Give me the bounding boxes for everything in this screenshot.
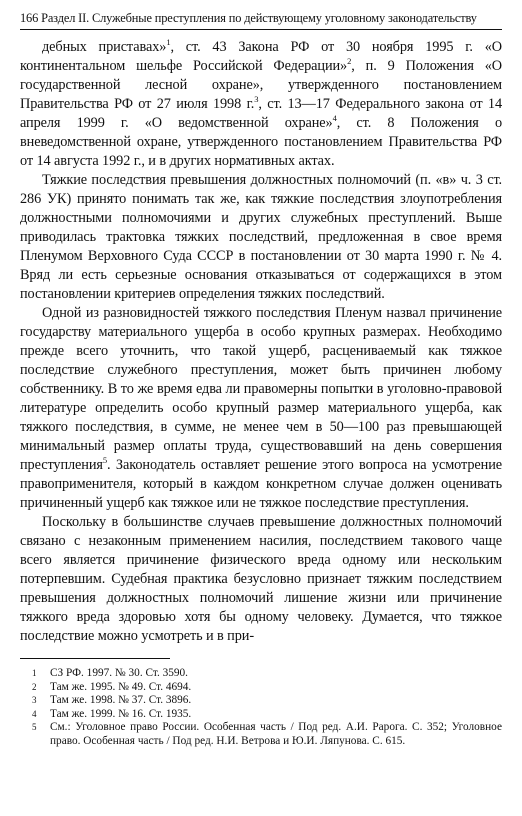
- paragraph: [20, 513, 502, 646]
- text-run: , ст. 8 Положения о вневедомственной охране, утвержденного постановлением Правительства РФ от 14 августа 1992 г., и в других нормативных актах.: [20, 115, 502, 169]
- text-run: Тяжкие последствия превышения должностных полномочий (п. «в» ч. 3 ст. 286 УК) принято понимать так же, как тяжкие последствия злоупотребления должностными полномочиями и других служебных преступлений. Выше приводилась трактовка тяжких последствий, предложенная в свое время Пленумом Верховного Суда СССР в постановлении от 30 марта 1990 г. № 4. Вряд ли есть серьезные основания отказываться от содержащихся в этом постановлении критериев определения тяжких последствий.: [20, 172, 502, 302]
- text-run: , ст. 43 Закона РФ от 30 ноября 1995 г. «О континентальном шельфе Российской Федерации»: [20, 39, 502, 74]
- footnotes: [20, 667, 502, 748]
- paragraph: [20, 171, 502, 304]
- footnote-text: Там же. 1995. № 49. Ст. 4694.: [50, 680, 192, 693]
- text-run: . Законодатель оставляет решение этого вопроса на усмотрение правоприменителя, который в каждом конкретном случае должен оценивать причиненный ущерб как тяжкое или не тяжкое последствие преступления.: [20, 457, 502, 511]
- text-run: Одной из разновидностей тяжкого последствия Пленум назвал причинение государству материального ущерба в особо крупных размерах. Необходимо прежде всего уточнить, что такой ущерб, расцениваемый как тяжкое последствие служебного преступления, может быть причинен любому собственнику. В то же время едва ли правомерны попытки в уголовно-правовой литературе определить особо крупный размер материального ущерба, как тяжкого последствия, в сумме, не менее чем в 50—100 раз превышающей минимальный размер оплаты труда, существовавший на день совершения преступления: [20, 305, 502, 473]
- footnote: [20, 721, 502, 748]
- footnote-number: 2: [32, 681, 37, 692]
- footnote-number: 1: [32, 668, 37, 678]
- footnote-ref[interactable]: 5: [102, 455, 108, 466]
- footnote-number: 5: [32, 722, 37, 732]
- paragraph: [20, 304, 502, 513]
- footnote-text: Там же. 1999. № 16. Ст. 1935.: [50, 707, 192, 720]
- footnote: [20, 681, 502, 695]
- footnote-ref[interactable]: 3: [254, 94, 259, 105]
- text-run: Поскольку в большинстве случаев превышение должностных полномочий связано с незаконным применением насилия, последствием такового чаще всего является причинение физического вреда одному или нескольким потерпевшим. Судебная практика безусловно признает тяжким последствием превышения должностных полномочий лишение жизни или причинение тяжкого вреда здоровью хотя бы одному человеку. Думается, что тяжкое последствие можно усмотреть и в при-: [20, 514, 502, 644]
- running-head: 166 Раздел II. Служебные преступления по действующему уголовному законодательству: [20, 10, 502, 30]
- text-run: , п. 9 Положения «О государственной лесной охране», утвержденного постановлением Правительства РФ от 27 июля 1998 г.: [20, 58, 502, 112]
- footnote-number: 3: [32, 695, 37, 705]
- footnote: [20, 694, 502, 708]
- footnote-ref[interactable]: 1: [166, 37, 171, 48]
- footnote: [20, 708, 502, 722]
- footnote-number: 4: [32, 708, 37, 719]
- body-text: [20, 38, 502, 646]
- footnote-ref[interactable]: 2: [347, 56, 352, 67]
- footnote-separator: [20, 658, 170, 659]
- footnote-text: Там же. 1998. № 37. Ст. 3896.: [50, 694, 192, 706]
- footnote: [20, 667, 502, 681]
- paragraph: [20, 38, 502, 171]
- text-run: дебных приставах»: [42, 39, 167, 55]
- footnote-text: См.: Уголовное право России. Особенная часть / Под ред. А.И. Рарога. С. 352; Уголовное право. Особенная часть / Под ред. Н.И. Ветрова и Ю.И. Ляпунова. С. 615.: [50, 721, 502, 747]
- footnote-text: СЗ РФ. 1997. № 30. Ст. 3590.: [50, 667, 189, 679]
- text-run: , ст. 13—17 Федерального закона от 14 апреля 1999 г. «О ведомственной охране»: [20, 96, 502, 131]
- footnote-ref[interactable]: 4: [332, 113, 337, 124]
